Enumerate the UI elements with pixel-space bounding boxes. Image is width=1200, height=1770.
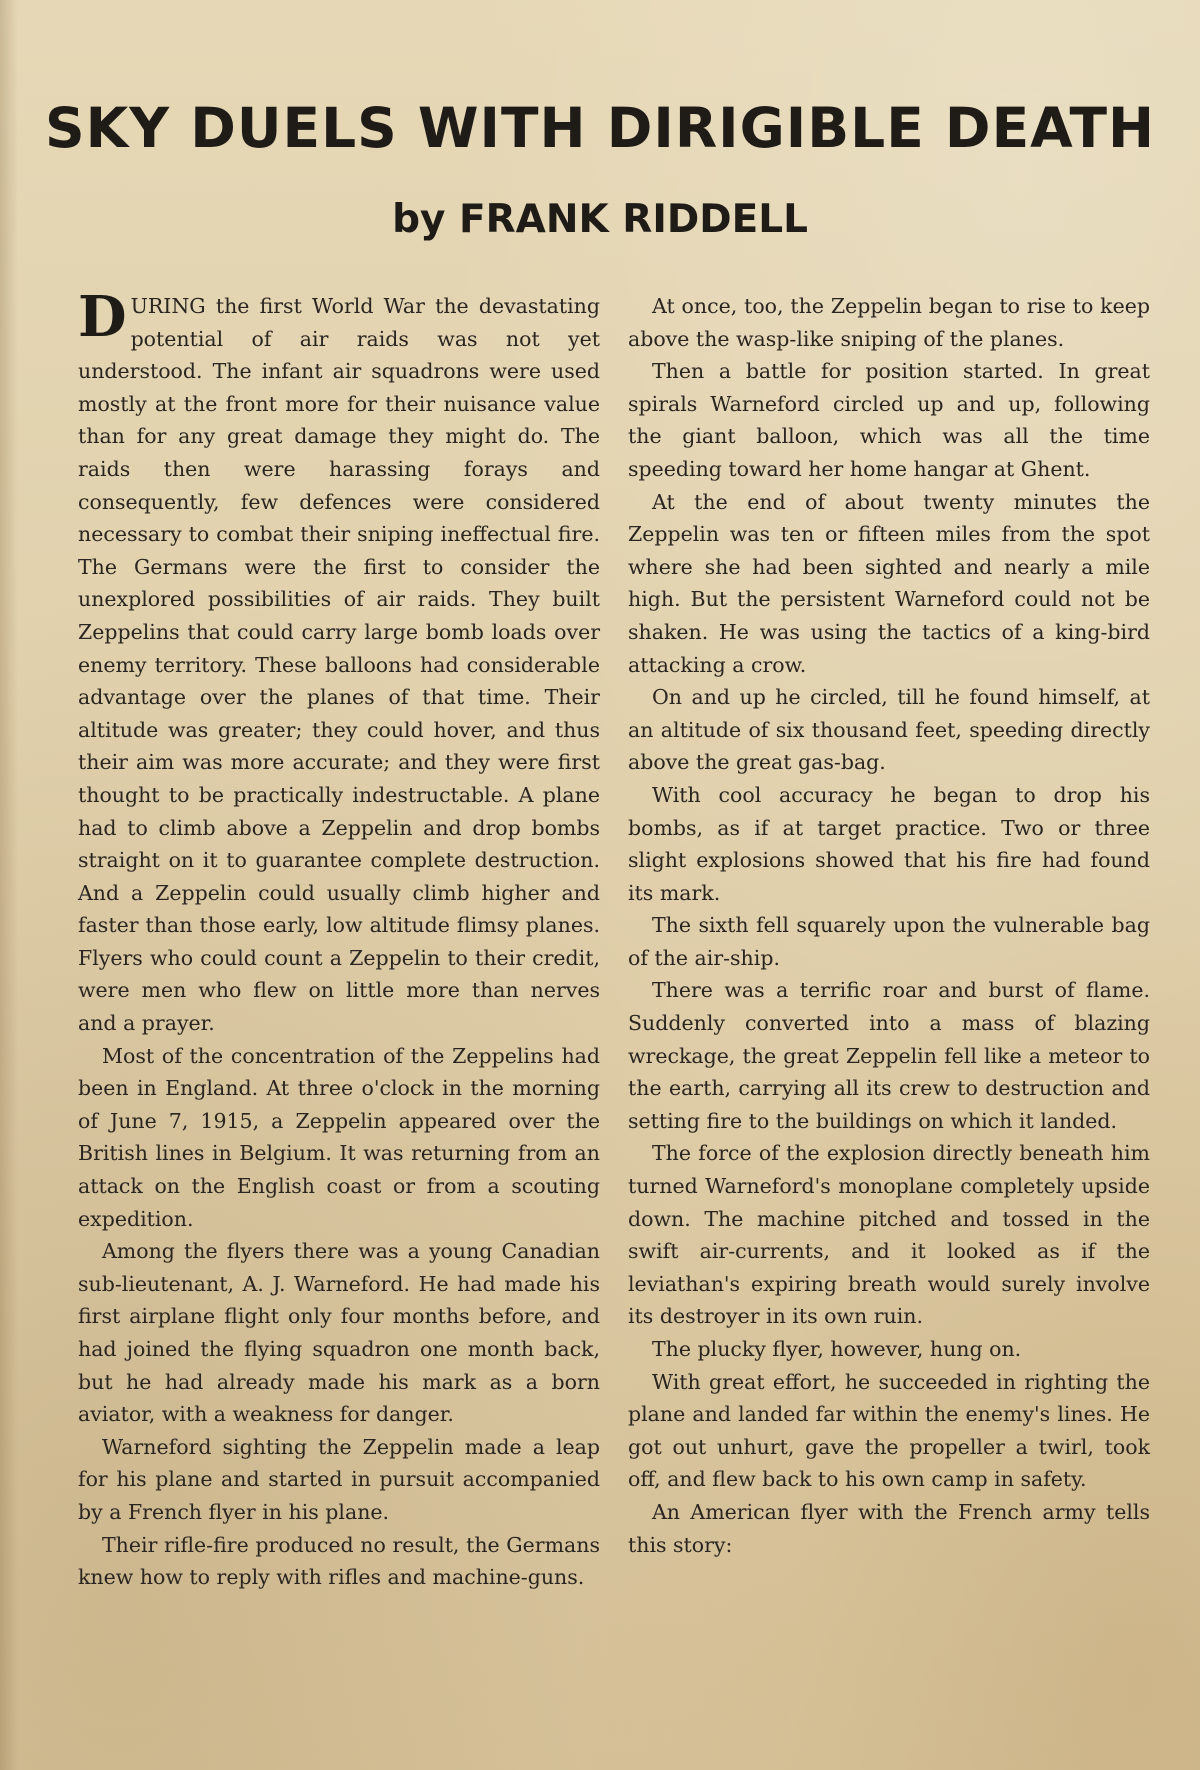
article-title: SKY DUELS WITH DIRIGIBLE DEATH xyxy=(44,96,1156,160)
paragraph: The force of the explosion directly beneath him turned Warneford's monoplane completely upside down. The machine pitched and tossed in the swift air-currents, and it looked as if the leviathan's expiring breath would surely involve its destroyer in its own ruin. xyxy=(628,1141,1150,1329)
paragraph: With great effort, he succeeded in righting the plane and landed far within the enemy's lines. He got out unhurt, gave the propeller a twirl, took off, and flew back to his own camp in safety. xyxy=(628,1369,1150,1492)
paragraph: The sixth fell squarely upon the vulnerable bag of the air-ship. xyxy=(628,913,1150,970)
left-column xyxy=(78,284,600,1594)
paragraph: With cool accuracy he began to drop his bombs, as if at target practice. Two or three slight explosions showed that his fire had found its mark. xyxy=(628,782,1150,905)
article-byline: by FRANK RIDDELL xyxy=(392,197,808,242)
paragraph: There was a terrific roar and burst of flame. Suddenly converted into a mass of blazing wreckage, the great Zeppelin fell like a meteor to the earth, carrying all its crew to destruction and setting fire to the buildings on which it landed. xyxy=(628,978,1150,1133)
paragraph: Their rifle-fire produced no result, the Germans knew how to reply with rifles and machine-guns. xyxy=(78,1532,600,1590)
paragraph: On and up he circled, till he found himself, at an altitude of six thousand feet, speeding directly above the great gas-bag. xyxy=(628,685,1150,775)
paragraph xyxy=(78,284,600,1040)
paragraph: Warneford sighting the Zeppelin made a leap for his plane and started in pursuit accompanied by a French flyer in his plane. xyxy=(78,1434,600,1524)
page-edge-shadow xyxy=(0,0,18,1770)
paragraph: At once, too, the Zeppelin began to rise to keep above the wasp-like sniping of the planes. xyxy=(628,294,1150,351)
paragraph-text: URING the first World War the devastating potential of air raids was not yet understood. The infant air squadrons were used mostly at the front more for their nuisance value than for any great damage they might do. The raids then were harassing forays and consequently, few defences were considered necessary to combat their sniping ineffectual fire. The Germans were the first to consider the unexplored possibilities of air raids. They built Zeppelins that could carry large bomb loads over enemy territory. These balloons had considerable advantage over the planes of that time. Their altitude was greater; they could hover, and thus their aim was more accurate; and they were first thought to be practically indestructable. A plane had to climb above a Zeppelin and drop bombs straight on it to guarantee complete destruction. And a Zeppelin could usually climb higher and faster than those early, low altitude flimsy planes. Flyers who could count a Zeppelin to their credit, were men who flew on little more than nerves and a prayer. xyxy=(78,294,600,1036)
paragraph: At the end of about twenty minutes the Zeppelin was ten or fifteen miles from the spot where she had been sighted and nearly a mile high. But the persistent Warneford could not be shaken. He was using the tactics of a king-bird attacking a crow. xyxy=(628,489,1150,677)
right-column xyxy=(628,290,1150,1561)
paragraph: Most of the concentration of the Zeppelins had been in England. At three o'clock in the morning of June 7, 1915, a Zeppelin appeared over the British lines in Belgium. It was returning from an attack on the English coast or from a scouting expedition. xyxy=(78,1043,600,1231)
paragraph: An American flyer with the French army tells this story: xyxy=(628,1499,1150,1557)
paragraph: Then a battle for position started. In great spirals Warneford circled up and up, following the giant balloon, which was all the time speeding toward her home hangar at Ghent. xyxy=(628,359,1150,481)
paragraph: Among the flyers there was a young Canadian sub-lieutenant, A. J. Warneford. He had made his first airplane flight only four months before, and had joined the flying squadron one month back, but he had already made his mark as a born aviator, with a weakness for danger. xyxy=(78,1239,600,1427)
drop-cap: D xyxy=(78,284,127,350)
paragraph: The plucky flyer, however, hung on. xyxy=(652,1337,1022,1361)
